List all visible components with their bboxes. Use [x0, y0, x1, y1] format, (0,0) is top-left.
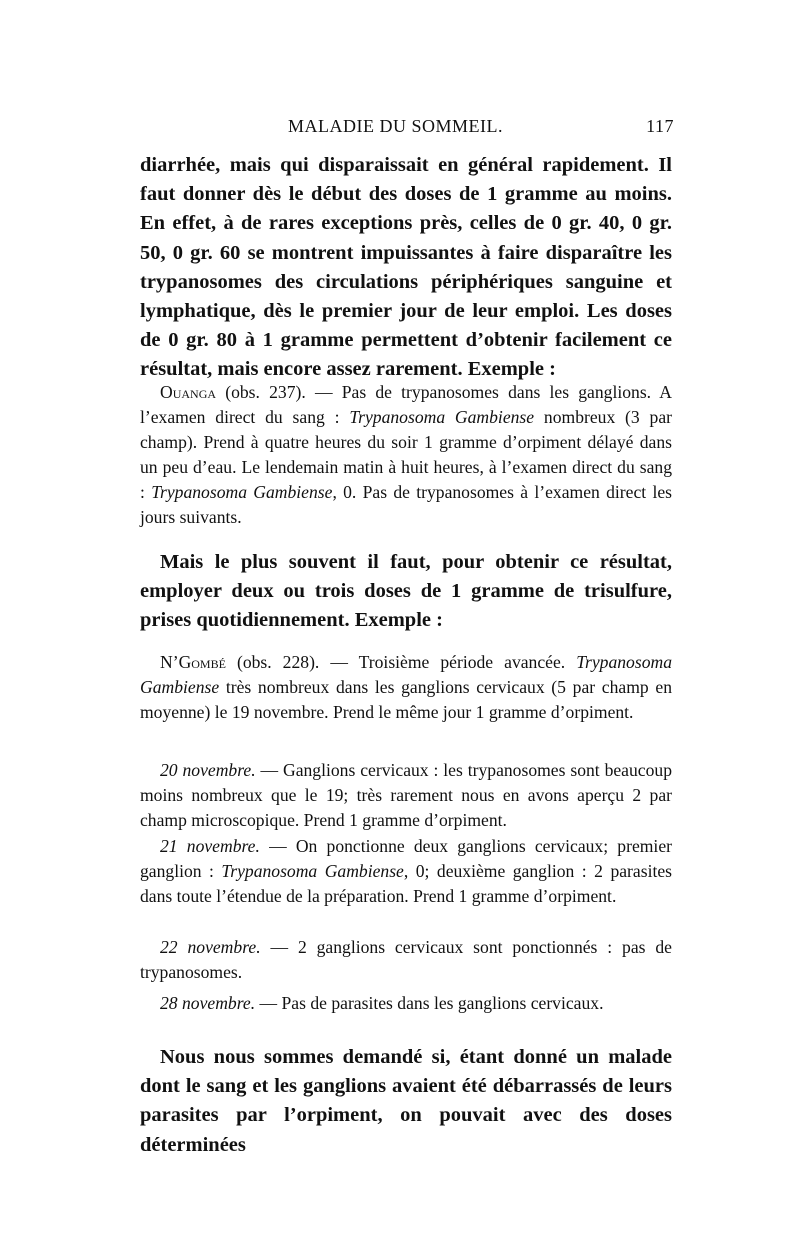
entry-22-novembre: [140, 935, 672, 985]
entry-20-novembre: [140, 758, 672, 833]
entry-28-novembre: [140, 991, 672, 1016]
paragraph-main: Mais le plus souvent il faut, pour obtenir ce résultat, employer deux ou trois doses de 1 gramme de trisulfure, prises quotidiennement. Exemple :: [140, 551, 672, 632]
paragraph-continuation: diarrhée, mais qui disparaissait en général rapidement. Il faut donner dès le début des doses de 1 gramme au moins. En effet, à de rares exceptions près, celles de 0 gr. 40, 0 gr. 50, 0 gr. 60 se montrent impuissantes à faire disparaître les trypanosomes des circulations périphériques sanguine et lymphatique, dès le premier jour de leur emploi. Les doses de 0 gr. 80 à 1 gramme permettent d’obtenir facilement ce résultat, mais encore assez rarement. Exemple :: [140, 154, 672, 381]
patient-name: Ouanga: [160, 382, 217, 402]
species-name: Trypanosoma Gambiense: [151, 482, 333, 502]
entry-text: — On ponctionne deux ganglions cervicaux; premier ganglion :: [140, 836, 672, 881]
paragraph-final: Nous nous sommes demandé si, étant donné un malade dont le sang et les ganglions avaient été débarrassés de leurs parasites par l’orpiment, on pouvait avec des doses déterminées: [140, 1046, 672, 1156]
species-name: Trypanosoma Gambiense: [349, 407, 535, 427]
page-header: [140, 116, 674, 146]
example-text: Troisième période avancée.: [358, 652, 577, 672]
example-text: nombreux (3 par champ). Prend à quatre heures du soir 1 gramme d’orpiment délayé dans un peu d’eau. Le lendemain matin à huit heures, à l’examen direct du sang :: [140, 407, 672, 502]
entry-date: 28 novembre.: [160, 993, 256, 1013]
species-name: Trypanosoma Gambiense: [140, 652, 672, 697]
page-number: 117: [646, 116, 674, 136]
example-ouanga: [140, 380, 672, 530]
observation-ref: (obs. 228). —: [225, 652, 359, 672]
species-name: Trypanosoma Gambiense: [221, 861, 404, 881]
entry-21-novembre: [140, 834, 672, 909]
entry-date: 20 novembre.: [160, 760, 256, 780]
example-text: très nombreux dans les ganglions cervicaux (5 par champ en moyenne) le 19 novembre. Prend le même jour 1 gramme d’orpiment.: [140, 677, 672, 722]
running-title: MALADIE DU SOMMEIL.: [288, 116, 503, 136]
entry-date: 22 novembre.: [160, 937, 261, 957]
entry-text: — Ganglions cervicaux : les trypanosomes sont beaucoup moins nombreux que le 19; très rarement nous en avons aperçu 2 par champ microscopique. Prend 1 gramme d’orpiment.: [140, 760, 672, 830]
entry-date: 21 novembre.: [160, 836, 260, 856]
patient-name: N’Gombé: [160, 652, 226, 672]
entry-text: — 2 ganglions cervicaux sont ponctionnés : pas de trypanosomes.: [140, 937, 672, 982]
observation-ref: (obs. 237). —: [216, 382, 342, 402]
entry-text: — Pas de parasites dans les ganglions cervicaux.: [255, 993, 604, 1013]
entry-text: , 0; deuxième ganglion : 2 parasites dans toute l’étendue de la préparation. Prend 1 gramme d’orpiment.: [140, 861, 672, 906]
example-text: Pas de trypanosomes dans les ganglions. A l’examen direct du sang :: [140, 382, 672, 427]
example-text: , 0. Pas de trypanosomes à l’examen direct les jours suivants.: [140, 482, 672, 527]
example-ngombe: [140, 650, 672, 725]
